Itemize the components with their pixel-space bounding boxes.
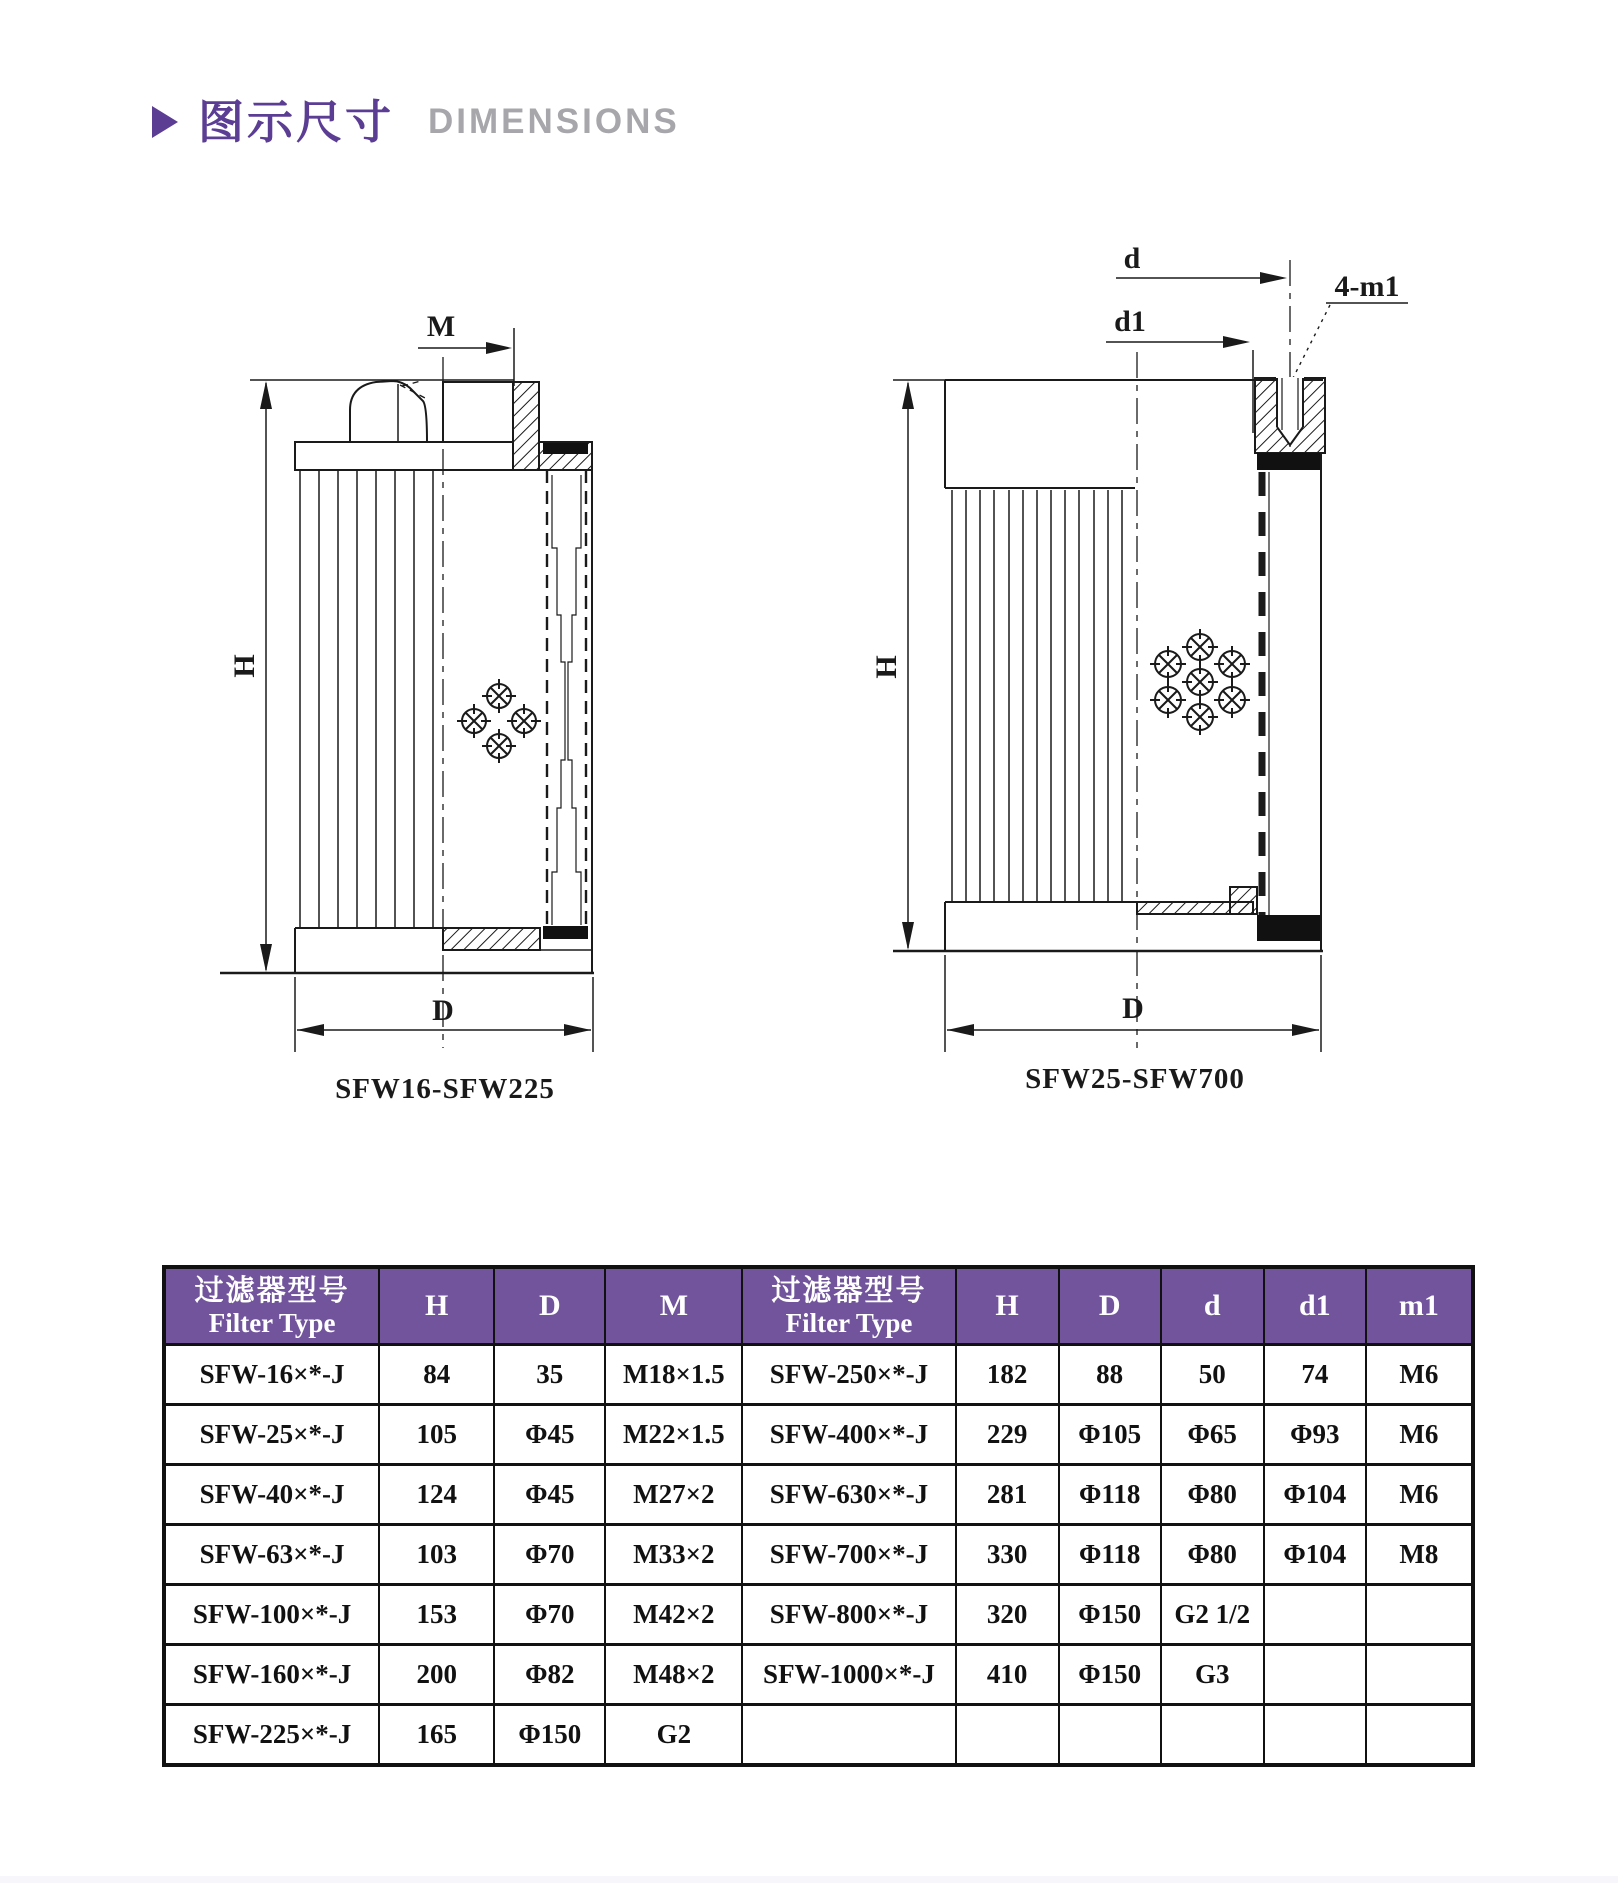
cell: Φ105 (1059, 1405, 1161, 1465)
cell: Φ150 (1059, 1585, 1161, 1645)
col-header-h-left: H (379, 1267, 494, 1345)
dim-label-d-right: D (1122, 992, 1144, 1025)
dim-label-d-left: D (432, 994, 454, 1027)
cell: 330 (956, 1525, 1059, 1585)
cell: Φ118 (1059, 1465, 1161, 1525)
cell: 105 (379, 1405, 494, 1465)
dim-label-h-right: H (870, 655, 903, 679)
cell: M6 (1366, 1465, 1473, 1525)
cell-model: SFW-1000×*-J (742, 1645, 955, 1705)
cell-model: SFW-100×*-J (164, 1585, 379, 1645)
cell: M6 (1366, 1405, 1473, 1465)
cell: M33×2 (605, 1525, 742, 1585)
cell: Φ45 (494, 1405, 605, 1465)
cell (1366, 1645, 1473, 1705)
cell: 281 (956, 1465, 1059, 1525)
cell: Φ104 (1264, 1465, 1366, 1525)
cell-model (742, 1705, 955, 1766)
cell: G3 (1161, 1645, 1264, 1705)
cell: Φ70 (494, 1525, 605, 1585)
cell: Φ80 (1161, 1465, 1264, 1525)
dim-label-d-small: d (1123, 242, 1141, 275)
cell: 103 (379, 1525, 494, 1585)
cell: 229 (956, 1405, 1059, 1465)
cell: M6 (1366, 1345, 1473, 1405)
right-drawing-caption: SFW25-SFW700 (1025, 1063, 1245, 1095)
cell: Φ80 (1161, 1525, 1264, 1585)
cell-model: SFW-160×*-J (164, 1645, 379, 1705)
cell (1366, 1585, 1473, 1645)
left-drawing-caption: SFW16-SFW225 (335, 1073, 555, 1105)
cell: M42×2 (605, 1585, 742, 1645)
cell (1059, 1705, 1161, 1766)
cell-model: SFW-16×*-J (164, 1345, 379, 1405)
table-row (164, 1405, 1473, 1465)
cell: 165 (379, 1705, 494, 1766)
col-header-d: d (1161, 1267, 1264, 1345)
col-header-filter-type-left (164, 1267, 379, 1345)
cell-model: SFW-800×*-J (742, 1585, 955, 1645)
cell: M27×2 (605, 1465, 742, 1525)
table-header-row (164, 1267, 1473, 1345)
right-drawing (870, 242, 1408, 1095)
table-row (164, 1345, 1473, 1405)
cross-ports-symbol (457, 679, 541, 763)
cell-model: SFW-700×*-J (742, 1525, 955, 1585)
table-row (164, 1525, 1473, 1585)
dim-label-4m1: 4-m1 (1334, 270, 1400, 303)
cell: 84 (379, 1345, 494, 1405)
cell: 410 (956, 1645, 1059, 1705)
dim-label-d1: d1 (1114, 305, 1146, 338)
cell: Φ82 (494, 1645, 605, 1705)
cell: 153 (379, 1585, 494, 1645)
cell-model: SFW-400×*-J (742, 1405, 955, 1465)
col-header-filter-type-left-en: Filter Type (208, 1307, 336, 1338)
cell: M18×1.5 (605, 1345, 742, 1405)
cell: M22×1.5 (605, 1405, 742, 1465)
cell: 320 (956, 1585, 1059, 1645)
cell: Φ93 (1264, 1405, 1366, 1465)
cell-model: SFW-630×*-J (742, 1465, 955, 1525)
col-header-h-right: H (956, 1267, 1059, 1345)
col-header-filter-type-right-en: Filter Type (785, 1307, 913, 1338)
cell: 182 (956, 1345, 1059, 1405)
cell (1366, 1705, 1473, 1766)
cell (1264, 1645, 1366, 1705)
col-header-dcap-left: D (494, 1267, 605, 1345)
col-header-m1: m1 (1366, 1267, 1473, 1345)
col-header-m: M (605, 1267, 742, 1345)
cell-model: SFW-25×*-J (164, 1405, 379, 1465)
cell: Φ65 (1161, 1405, 1264, 1465)
cell: G2 (605, 1705, 742, 1766)
page-bottom-edge (0, 1876, 1618, 1883)
cell-model: SFW-63×*-J (164, 1525, 379, 1585)
cell: 74 (1264, 1345, 1366, 1405)
cell: Φ118 (1059, 1525, 1161, 1585)
col-header-filter-type-left-zh: 过滤器型号 (194, 1274, 350, 1307)
cell-model: SFW-225×*-J (164, 1705, 379, 1766)
page-title-en: DIMENSIONS (428, 102, 680, 141)
cell: Φ70 (494, 1585, 605, 1645)
cell-model: SFW-40×*-J (164, 1465, 379, 1525)
cell: M48×2 (605, 1645, 742, 1705)
dim-label-m: M (426, 310, 456, 343)
cell: 35 (494, 1345, 605, 1405)
cell: 50 (1161, 1345, 1264, 1405)
cell (1264, 1705, 1366, 1766)
col-header-dcap-right: D (1059, 1267, 1161, 1345)
cell: G2 1/2 (1161, 1585, 1264, 1645)
table-row (164, 1705, 1473, 1766)
cell: M8 (1366, 1525, 1473, 1585)
cell-model: SFW-250×*-J (742, 1345, 955, 1405)
col-header-filter-type-right-zh: 过滤器型号 (771, 1274, 927, 1307)
cell: Φ104 (1264, 1525, 1366, 1585)
col-header-d1: d1 (1264, 1267, 1366, 1345)
cell: Φ45 (494, 1465, 605, 1525)
ports-cluster-symbol (1150, 629, 1250, 735)
dimensions-table (162, 1265, 1475, 1767)
cell (1161, 1705, 1264, 1766)
cell: 200 (379, 1645, 494, 1705)
page-title-zh: 图示尺寸 (198, 96, 394, 148)
dim-label-h-left: H (228, 654, 261, 678)
table-row (164, 1585, 1473, 1645)
cell: 124 (379, 1465, 494, 1525)
cell (1264, 1585, 1366, 1645)
cell: Φ150 (1059, 1645, 1161, 1705)
cell: Φ150 (494, 1705, 605, 1766)
table-row (164, 1465, 1473, 1525)
left-drawing (220, 310, 594, 1105)
cell (956, 1705, 1059, 1766)
col-header-filter-type-right (742, 1267, 955, 1345)
cell: 88 (1059, 1345, 1161, 1405)
table-row (164, 1645, 1473, 1705)
